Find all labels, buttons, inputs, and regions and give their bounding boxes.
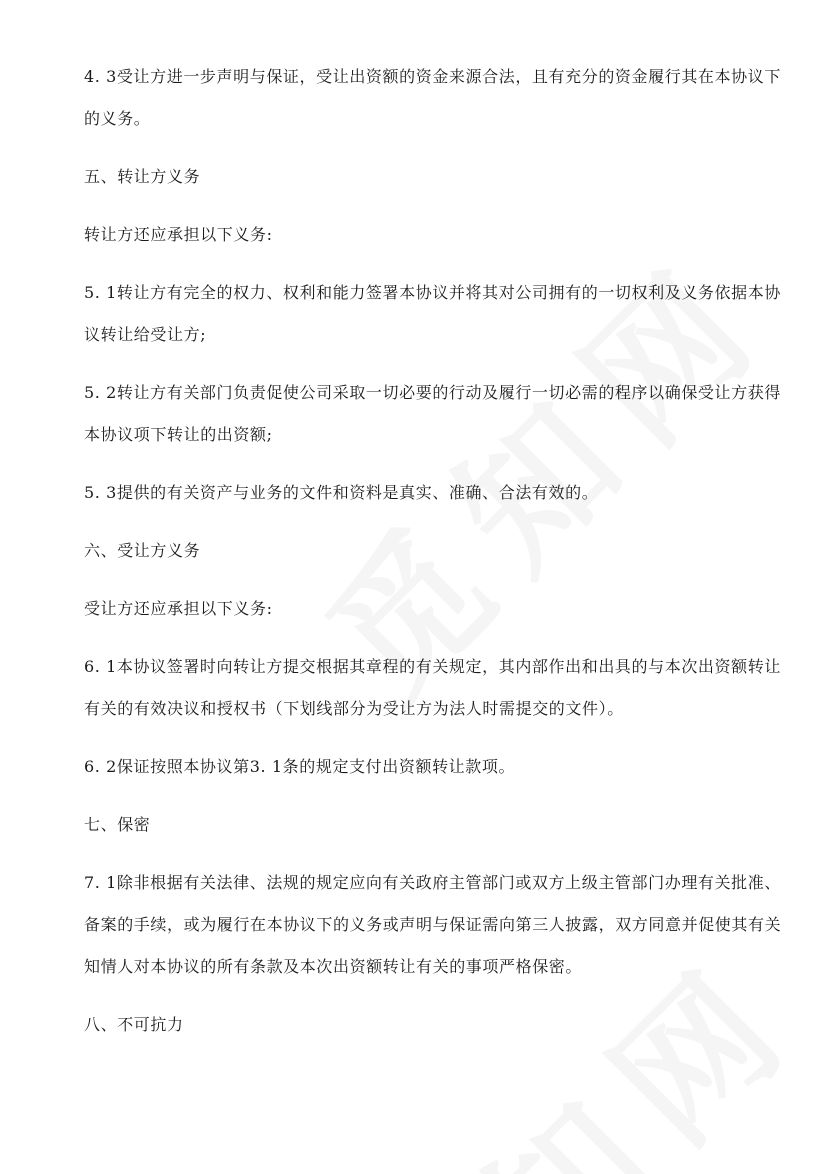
clause-6-2: 6. 2保证按照本协议第3. 1条的规定支付出资额转让款项。 (84, 757, 516, 776)
section-7-heading: 七、保密 (84, 815, 151, 834)
clause-7-1: 7. 1除非根据有关法律、法规的规定应向有关政府主管部门或双方上级主管部门办理有关批准、备案的手续，或为履行在本协议下的义务或声明与保证需向第三人披露，双方同意并促使其有关知情人对本协议的所有条款及本次出资额转让有关的事项严格保密。 (84, 873, 782, 976)
document-body (84, 56, 784, 1046)
section-6-heading: 六、受让方义务 (84, 541, 201, 560)
clause-5-3: 5. 3提供的有关资产与业务的文件和资料是真实、准确、合法有效的。 (84, 483, 599, 502)
section-5-heading: 五、转让方义务 (84, 167, 201, 186)
section-5-intro: 转让方还应承担以下义务: (84, 225, 273, 244)
clause-4-3: 4. 3受让方进一步声明与保证，受让出资额的资金来源合法，且有充分的资金履行其在本协议下的义务。 (84, 67, 781, 128)
clause-5-1: 5. 1转让方有完全的权力、权利和能力签署本协议并将其对公司拥有的一切权利及义务依据本协议转让给受让方; (84, 283, 781, 344)
clause-5-2: 5. 2转让方有关部门负责促使公司采取一切必要的行动及履行一切必需的程序以确保受让方获得本协议项下转让的出资额; (84, 383, 781, 444)
section-8-heading: 八、不可抗力 (84, 1015, 184, 1034)
section-6-intro: 受让方还应承担以下义务: (84, 599, 273, 618)
clause-6-1: 6. 1本协议签署时向转让方提交根据其章程的有关规定，其内部作出和出具的与本次出资额转让有关的有效决议和授权书（下划线部分为受让方为法人时需提交的文件）。 (84, 657, 781, 718)
